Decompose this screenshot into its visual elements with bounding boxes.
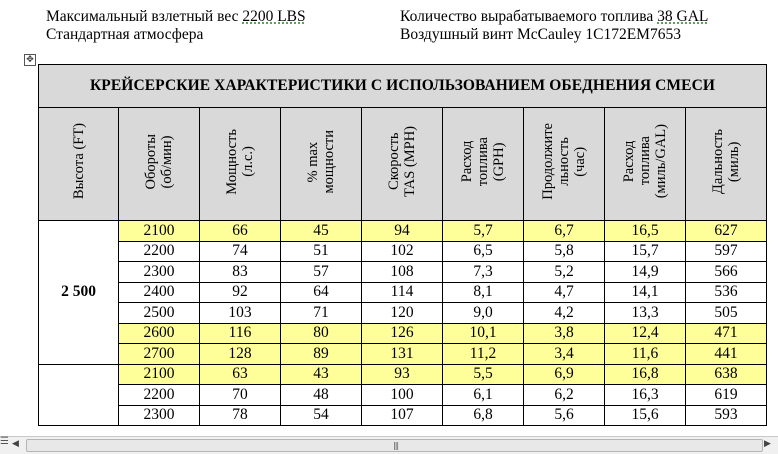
table-cell: 3,4 [524,344,605,365]
column-header-label: Продолжите льность (час) [540,123,588,200]
view-toggle-icon[interactable]: ☰ [0,436,9,447]
column-header [362,108,443,221]
table-row [39,364,767,385]
table-cell: 2600 [119,323,200,344]
table-cell: 2700 [119,344,200,365]
table-move-handle-icon[interactable]: ✥ [24,54,36,66]
table-cell: 57 [281,262,362,283]
table-cell: 116 [200,323,281,344]
table-cell: 2100 [119,364,200,385]
cruise-performance-table [38,64,767,426]
table-cell: 45 [281,221,362,242]
table-cell: 5,5 [443,364,524,385]
table-cell: 6,2 [524,385,605,406]
column-header [686,108,767,221]
table-cell: 51 [281,241,362,262]
table-cell: 471 [686,323,767,344]
fuel-label [400,8,708,26]
table-cell: 627 [686,221,767,242]
fuel-text: Количество вырабатываемого топлива [400,8,658,25]
table-cell: 66 [200,221,281,242]
table-row [39,323,767,344]
table-cell: 6,8 [443,405,524,426]
table-cell: 7,3 [443,262,524,283]
table-row [39,385,767,406]
table-row [39,282,767,303]
altitude-cell: 2 500 [39,221,119,365]
table-cell: 16,5 [605,221,686,242]
table-cell: 15,7 [605,241,686,262]
table-cell: 2300 [119,405,200,426]
column-header-label: Высота (FT) [70,123,87,200]
table-cell: 619 [686,385,767,406]
table-cell: 12,4 [605,323,686,344]
table-cell: 83 [200,262,281,283]
table-cell: 126 [362,323,443,344]
table-cell: 2400 [119,282,200,303]
column-header-label: Обороты (об/мин) [143,133,175,190]
table-cell: 70 [200,385,281,406]
table-cell: 6,1 [443,385,524,406]
table-row [39,303,767,324]
table-cell: 2300 [119,262,200,283]
table-cell: 4,2 [524,303,605,324]
max-weight-label [46,8,306,26]
column-header [605,108,686,221]
table-row [39,344,767,365]
table-row [39,221,767,242]
table-cell: 78 [200,405,281,426]
table-cell: 14,1 [605,282,686,303]
table-cell: 566 [686,262,767,283]
table-cell: 108 [362,262,443,283]
scroll-left-icon[interactable]: ◀ [12,439,19,449]
table-row [39,405,767,426]
table-cell: 441 [686,344,767,365]
table-cell: 3,8 [524,323,605,344]
scrollbar-thumb[interactable] [26,439,763,452]
table-cell: 64 [281,282,362,303]
column-header-label: Расход топлива (GPH) [459,136,507,187]
table-cell: 14,9 [605,262,686,283]
column-header [200,108,281,221]
table-cell: 2200 [119,385,200,406]
table-cell: 94 [362,221,443,242]
table-cell: 5,6 [524,405,605,426]
column-header-label: Мощность (л.с.) [224,128,256,195]
table-cell: 15,6 [605,405,686,426]
table-cell: 80 [281,323,362,344]
table-cell: 2500 [119,303,200,324]
column-header [119,108,200,221]
horizontal-scrollbar[interactable] [0,436,778,454]
table-cell: 536 [686,282,767,303]
table-cell: 11,2 [443,344,524,365]
column-header [281,108,362,221]
table-cell: 597 [686,241,767,262]
atmosphere-label: Стандартная атмосфера [46,26,204,43]
table-cell: 10,1 [443,323,524,344]
table-cell: 107 [362,405,443,426]
table-cell: 48 [281,385,362,406]
table-cell: 16,3 [605,385,686,406]
table-cell: 16,8 [605,364,686,385]
table-cell: 2100 [119,221,200,242]
table-row [39,241,767,262]
table-cell: 593 [686,405,767,426]
table-cell: 120 [362,303,443,324]
table-cell: 131 [362,344,443,365]
column-header [524,108,605,221]
table-cell: 71 [281,303,362,324]
grip-icon: ||| [393,441,399,450]
propeller-label: Воздушный винт McCauley 1C172EM7653 [400,26,681,43]
table-title: КРЕЙСЕРСКИЕ ХАРАКТЕРИСТИКИ С ИСПОЛЬЗОВАНИЕМ ОБЕДНЕНИЯ СМЕСИ [39,65,767,108]
table-cell: 13,3 [605,303,686,324]
table-cell: 128 [200,344,281,365]
table-cell: 63 [200,364,281,385]
table-cell: 6,9 [524,364,605,385]
table-cell: 100 [362,385,443,406]
altitude-cell [39,364,119,426]
table-cell: 114 [362,282,443,303]
table-cell: 43 [281,364,362,385]
max-weight-value: 2200 LBS [242,8,306,25]
table-cell: 2200 [119,241,200,262]
table-cell: 5,2 [524,262,605,283]
table-cell: 9,0 [443,303,524,324]
table-cell: 505 [686,303,767,324]
table-cell: 5,7 [443,221,524,242]
table-cell: 93 [362,364,443,385]
table-cell: 11,6 [605,344,686,365]
fuel-value: 38 GAL [657,8,709,25]
column-header-label: % max мощности [305,129,337,194]
table-cell: 54 [281,405,362,426]
table-cell: 89 [281,344,362,365]
column-header-label: Дальность (миль) [710,128,742,195]
table-cell: 103 [200,303,281,324]
table-cell: 102 [362,241,443,262]
table-cell: 8,1 [443,282,524,303]
scroll-right-icon[interactable]: ▶ [764,439,771,449]
column-header-label: Расход топлива (миль/GAL) [621,124,669,199]
column-header [39,108,119,221]
column-header-label: Скорость TAS (MPH) [386,126,418,197]
table-row [39,262,767,283]
column-header [443,108,524,221]
max-weight-text: Максимальный взлетный вес [46,8,243,25]
table-cell: 638 [686,364,767,385]
table-cell: 5,8 [524,241,605,262]
table-cell: 6,7 [524,221,605,242]
table-cell: 92 [200,282,281,303]
table-cell: 4,7 [524,282,605,303]
table-cell: 74 [200,241,281,262]
table-cell: 6,5 [443,241,524,262]
